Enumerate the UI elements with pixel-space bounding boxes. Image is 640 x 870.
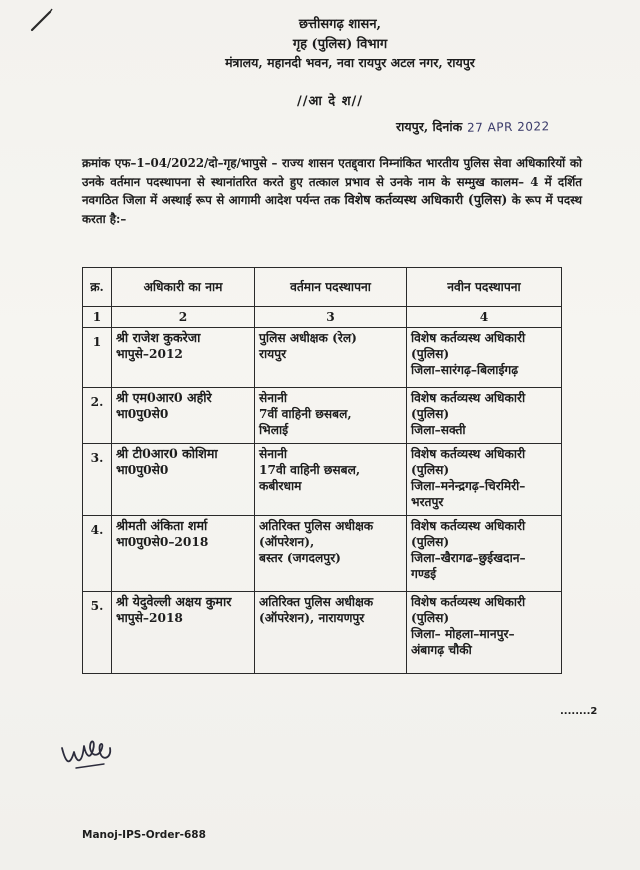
footer-reference: Manoj-IPS-Order-688 — [82, 829, 206, 841]
new-posting-line: जिला–खैरागढ–छुईखदान– — [411, 551, 526, 565]
new-posting-line: विशेष कर्तव्यस्थ अधिकारी — [411, 331, 526, 345]
new-posting-line: जिला–सारंगढ़–बिलाईगढ़ — [411, 363, 519, 377]
posting-table — [82, 267, 562, 674]
officer-service: भा0पु0से0 — [116, 407, 169, 421]
officer-cell — [112, 388, 255, 444]
current-posting-line: सेनानी — [259, 447, 288, 461]
order-reference: क्रमांक एफ–1–04/2022/दो–गृह/भापुसे — [82, 156, 267, 170]
new-posting-cell — [407, 592, 562, 674]
new-posting-line: जिला– मोहला–मानपुर– — [411, 627, 515, 641]
current-posting-line: अतिरिक्त पुलिस अधीक्षक — [259, 595, 374, 609]
current-posting-line: अतिरिक्त पुलिस अधीक्षक — [259, 519, 374, 533]
office-address: मंत्रालय, महानदी भवन, नवा रायपुर अटल नगर, रायपुर — [225, 55, 475, 70]
new-posting-cell — [407, 388, 562, 444]
officer-cell — [112, 444, 255, 516]
new-posting-line: (पुलिस) — [411, 463, 450, 477]
officer-cell — [112, 328, 255, 388]
table-row — [83, 592, 562, 674]
table-row — [83, 516, 562, 592]
new-posting-line: विशेष कर्तव्यस्थ अधिकारी — [411, 595, 526, 609]
officer-name: श्रीमती अंकिता शर्मा — [116, 518, 208, 533]
order-body — [82, 154, 582, 228]
serial-number: 5. — [83, 592, 112, 674]
column-number: 2 — [112, 307, 255, 328]
new-posting-cell — [407, 444, 562, 516]
current-posting-cell — [255, 328, 407, 388]
header-officer-name: अधिकारी का नाम — [112, 268, 255, 307]
header-serial: क्र. — [83, 268, 112, 307]
officer-name: श्री एम0आर0 अहीरे — [116, 390, 212, 405]
order-title: //आ दे श// — [296, 94, 364, 109]
govt-name: छत्तीसगढ़ शासन, — [298, 17, 382, 32]
officer-service: भा0पु0से0 — [116, 463, 169, 477]
current-posting-line: रायपुर — [259, 347, 287, 361]
current-posting-line: पुलिस अधीक्षक (रेल) — [259, 331, 357, 345]
order-text-after: के रूप में पदस्थ करता है:– — [82, 193, 582, 226]
officer-name: श्री टी0आर0 कोशिमा — [116, 446, 218, 461]
serial-number: 3. — [83, 444, 112, 516]
current-posting-cell — [255, 444, 407, 516]
table-header-row — [83, 268, 562, 307]
header-new-posting: नवीन पदस्थापना — [407, 268, 562, 307]
current-posting-line: 17वी वाहिनी छसबल, — [259, 463, 361, 477]
officer-cell — [112, 516, 255, 592]
current-posting-line: बस्तर (जगदलपुर) — [259, 551, 341, 565]
serial-number: 4. — [83, 516, 112, 592]
column-number: 3 — [255, 307, 407, 328]
new-posting-line: अंबागढ़ चौकी — [411, 643, 472, 657]
new-posting-line: (पुलिस) — [411, 347, 450, 361]
officer-service: भा0पु0से0–2018 — [116, 535, 209, 549]
order-text-before: – राज्य शासन एतद्द्वारा निम्नांकित भारतीय पुलिस सेवा अधिकारियों को उनके वर्तमान पदस्थापना से स्थानांतरित करते हुए तत्काल प्रभाव से उनके नाम के सम्मुख कालम– 4 में दर्शित नवगठित जिला में अस्थाई रूप से आगामी आदेश पर्यन्त तक — [82, 156, 582, 208]
current-posting-line: 7वीं वाहिनी छसबल, — [259, 407, 352, 421]
new-posting-line: (पुलिस) — [411, 611, 450, 625]
new-posting-line: जिला–मनेन्द्रगढ़–चिरमिरी– — [411, 479, 526, 493]
new-posting-line: विशेष कर्तव्यस्थ अधिकारी — [411, 391, 526, 405]
new-posting-line: विशेष कर्तव्यस्थ अधिकारी — [411, 447, 526, 461]
current-posting-cell — [255, 516, 407, 592]
current-posting-line: सेनानी — [259, 391, 288, 405]
handwritten-initials — [60, 734, 120, 774]
dateline-label: रायपुर, दिनांक — [396, 119, 463, 134]
new-posting-line: (पुलिस) — [411, 407, 450, 421]
new-posting-cell — [407, 328, 562, 388]
department-name: गृह (पुलिस) विभाग — [292, 37, 388, 52]
header-current-posting: वर्तमान पदस्थापना — [255, 268, 407, 307]
serial-number: 2. — [83, 388, 112, 444]
new-posting-line: गण्डई — [411, 567, 437, 581]
officer-name: श्री राजेश कुकरेजा — [116, 330, 201, 345]
next-page-marker: ........2 — [560, 706, 598, 717]
dateline — [396, 118, 549, 135]
current-posting-line: भिलाई — [259, 423, 289, 437]
column-number: 4 — [407, 307, 562, 328]
table-row — [83, 444, 562, 516]
new-posting-line: (पुलिस) — [411, 535, 450, 549]
column-number: 1 — [83, 307, 112, 328]
current-posting-cell — [255, 592, 407, 674]
officer-service: भापुसे–2012 — [116, 347, 183, 361]
table-row — [83, 328, 562, 388]
officer-name: श्री येदुवेल्ली अक्षय कुमार — [116, 594, 232, 609]
table-row — [83, 388, 562, 444]
officer-service: भापुसे–2018 — [116, 611, 183, 625]
officer-cell — [112, 592, 255, 674]
new-posting-line: भरतपुर — [411, 495, 444, 509]
new-posting-cell — [407, 516, 562, 592]
current-posting-cell — [255, 388, 407, 444]
column-number-row — [83, 307, 562, 328]
current-posting-line: कबीरधाम — [259, 479, 302, 493]
new-posting-line: जिला–सक्ती — [411, 423, 466, 437]
current-posting-line: (ऑपरेशन), नारायणपुर — [259, 611, 365, 625]
new-posting-line: विशेष कर्तव्यस्थ अधिकारी — [411, 519, 526, 533]
date-stamp: 27 APR 2022 — [466, 119, 550, 135]
order-emphasis: विशेष कर्तव्यस्थ अधिकारी (पुलिस) — [344, 192, 508, 208]
serial-number: 1 — [83, 328, 112, 388]
current-posting-line: (ऑपरेशन), — [259, 535, 315, 549]
